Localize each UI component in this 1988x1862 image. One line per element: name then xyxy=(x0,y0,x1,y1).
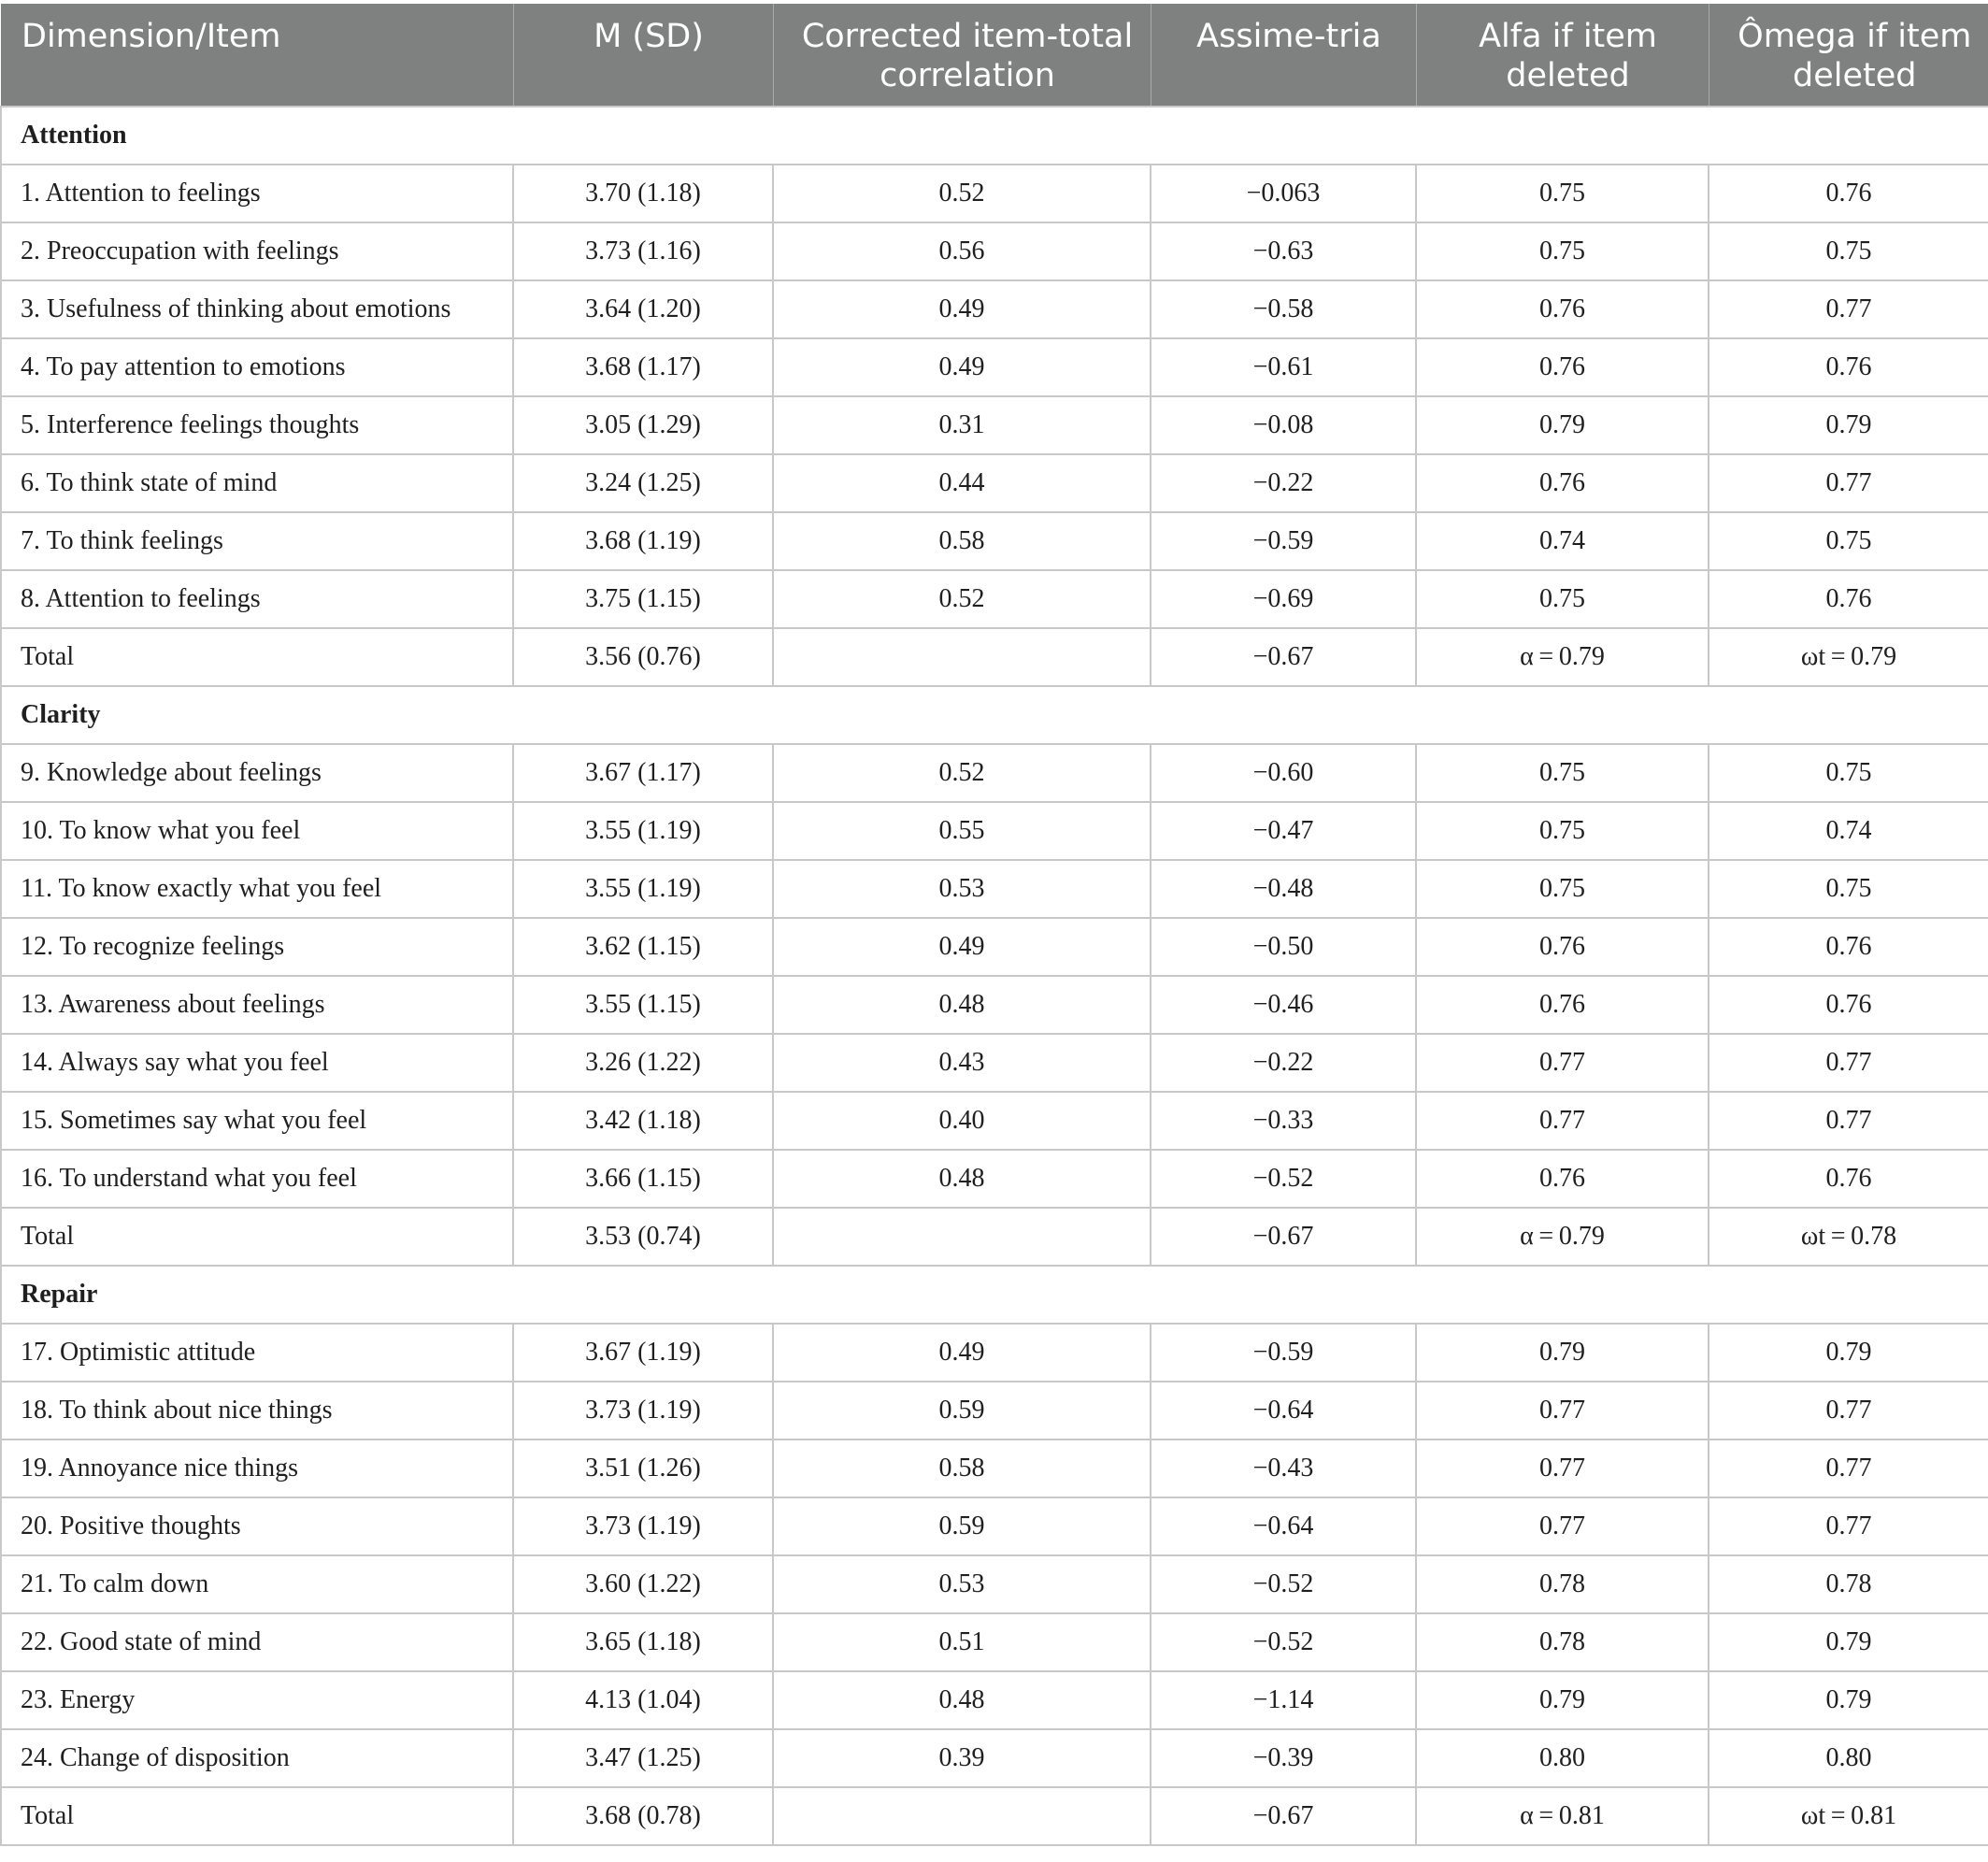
cell-item: 19. Annoyance nice things xyxy=(1,1439,513,1497)
cell-item: 13. Awareness about feelings xyxy=(1,976,513,1034)
cell-item: 12. To recognize feelings xyxy=(1,918,513,976)
cell-mean-sd: 3.67 (1.17) xyxy=(513,744,773,802)
cell-asymmetry: −0.08 xyxy=(1151,396,1416,454)
cell-omega: 0.76 xyxy=(1709,1150,1988,1208)
cell-item: 23. Energy xyxy=(1,1671,513,1729)
table-row xyxy=(1,280,1988,338)
cell-omega: 0.77 xyxy=(1709,280,1988,338)
cell-omega: 0.75 xyxy=(1709,512,1988,570)
cell-asymmetry: −0.60 xyxy=(1151,744,1416,802)
cell-asymmetry: −0.52 xyxy=(1151,1613,1416,1671)
cell-item: Total xyxy=(1,1787,513,1845)
cell-mean-sd: 3.60 (1.22) xyxy=(513,1555,773,1613)
cell-asymmetry: −0.64 xyxy=(1151,1382,1416,1439)
cell-alpha: α = 0.81 xyxy=(1416,1787,1709,1845)
cell-alpha: 0.75 xyxy=(1416,860,1709,918)
cell-correlation: 0.52 xyxy=(773,570,1151,628)
cell-correlation: 0.44 xyxy=(773,454,1151,512)
cell-correlation: 0.59 xyxy=(773,1497,1151,1555)
header-dimension-item: Dimension/Item xyxy=(1,4,513,107)
table-row xyxy=(1,165,1988,222)
cell-asymmetry: −0.47 xyxy=(1151,802,1416,860)
cell-omega: ωt = 0.78 xyxy=(1709,1208,1988,1266)
header-corrected-item-total-correlation: Corrected item-total correlation xyxy=(773,4,1151,107)
cell-alpha: 0.80 xyxy=(1416,1729,1709,1787)
cell-alpha: 0.79 xyxy=(1416,1324,1709,1382)
cell-omega: 0.79 xyxy=(1709,1324,1988,1382)
cell-item: 4. To pay attention to emotions xyxy=(1,338,513,396)
cell-item: 8. Attention to feelings xyxy=(1,570,513,628)
cell-item: 3. Usefulness of thinking about emotions xyxy=(1,280,513,338)
cell-alpha: 0.77 xyxy=(1416,1092,1709,1150)
cell-omega: 0.75 xyxy=(1709,860,1988,918)
cell-omega: 0.75 xyxy=(1709,222,1988,280)
cell-asymmetry: −0.67 xyxy=(1151,1787,1416,1845)
cell-mean-sd: 3.68 (0.78) xyxy=(513,1787,773,1845)
cell-asymmetry: −0.39 xyxy=(1151,1729,1416,1787)
table-row xyxy=(1,1671,1988,1729)
cell-asymmetry: −0.63 xyxy=(1151,222,1416,280)
cell-mean-sd: 3.42 (1.18) xyxy=(513,1092,773,1150)
cell-alpha: 0.75 xyxy=(1416,744,1709,802)
cell-correlation: 0.58 xyxy=(773,512,1151,570)
cell-alpha: 0.76 xyxy=(1416,976,1709,1034)
cell-item: 6. To think state of mind xyxy=(1,454,513,512)
cell-correlation: 0.51 xyxy=(773,1613,1151,1671)
cell-alpha: 0.79 xyxy=(1416,396,1709,454)
cell-alpha: 0.76 xyxy=(1416,454,1709,512)
cell-alpha: 0.76 xyxy=(1416,918,1709,976)
cell-asymmetry: −0.69 xyxy=(1151,570,1416,628)
cell-mean-sd: 3.51 (1.26) xyxy=(513,1439,773,1497)
table-row xyxy=(1,860,1988,918)
cell-item: 22. Good state of mind xyxy=(1,1613,513,1671)
cell-item: Total xyxy=(1,628,513,686)
header-omega-if-deleted: Ômega if item deleted xyxy=(1709,4,1988,107)
cell-asymmetry: −0.50 xyxy=(1151,918,1416,976)
cell-alpha: 0.77 xyxy=(1416,1497,1709,1555)
cell-correlation: 0.40 xyxy=(773,1092,1151,1150)
cell-alpha: 0.75 xyxy=(1416,802,1709,860)
cell-asymmetry: −0.22 xyxy=(1151,454,1416,512)
cell-mean-sd: 3.73 (1.16) xyxy=(513,222,773,280)
cell-omega: 0.77 xyxy=(1709,1034,1988,1092)
cell-item: 2. Preoccupation with feelings xyxy=(1,222,513,280)
table-row xyxy=(1,744,1988,802)
cell-asymmetry: −0.67 xyxy=(1151,1208,1416,1266)
table-row xyxy=(1,802,1988,860)
total-row xyxy=(1,1787,1988,1845)
cell-alpha: 0.74 xyxy=(1416,512,1709,570)
header-asymmetry: Assime-tria xyxy=(1151,4,1416,107)
cell-correlation: 0.53 xyxy=(773,860,1151,918)
cell-correlation: 0.52 xyxy=(773,165,1151,222)
cell-mean-sd: 3.47 (1.25) xyxy=(513,1729,773,1787)
table-row xyxy=(1,570,1988,628)
section-title: Repair xyxy=(1,1266,1988,1324)
section-row xyxy=(1,686,1988,744)
table-row xyxy=(1,918,1988,976)
table-row xyxy=(1,338,1988,396)
cell-alpha: 0.76 xyxy=(1416,1150,1709,1208)
cell-mean-sd: 3.55 (1.19) xyxy=(513,802,773,860)
cell-correlation: 0.48 xyxy=(773,976,1151,1034)
cell-correlation: 0.48 xyxy=(773,1671,1151,1729)
cell-correlation xyxy=(773,1787,1151,1845)
cell-item: 9. Knowledge about feelings xyxy=(1,744,513,802)
section-row xyxy=(1,107,1988,165)
section-title: Attention xyxy=(1,107,1988,165)
cell-alpha: 0.79 xyxy=(1416,1671,1709,1729)
cell-correlation: 0.56 xyxy=(773,222,1151,280)
cell-correlation: 0.53 xyxy=(773,1555,1151,1613)
cell-correlation: 0.58 xyxy=(773,1439,1151,1497)
cell-item: 16. To understand what you feel xyxy=(1,1150,513,1208)
cell-item: Total xyxy=(1,1208,513,1266)
cell-omega: 0.79 xyxy=(1709,1671,1988,1729)
section-row xyxy=(1,1266,1988,1324)
cell-mean-sd: 3.26 (1.22) xyxy=(513,1034,773,1092)
cell-correlation: 0.59 xyxy=(773,1382,1151,1439)
cell-asymmetry: −1.14 xyxy=(1151,1671,1416,1729)
cell-mean-sd: 4.13 (1.04) xyxy=(513,1671,773,1729)
cell-item: 5. Interference feelings thoughts xyxy=(1,396,513,454)
table-body xyxy=(1,107,1988,1845)
cell-mean-sd: 3.55 (1.15) xyxy=(513,976,773,1034)
table-row xyxy=(1,512,1988,570)
table-row xyxy=(1,1092,1988,1150)
cell-item: 11. To know exactly what you feel xyxy=(1,860,513,918)
cell-alpha: α = 0.79 xyxy=(1416,628,1709,686)
cell-item: 14. Always say what you feel xyxy=(1,1034,513,1092)
cell-omega: 0.77 xyxy=(1709,1092,1988,1150)
cell-alpha: 0.75 xyxy=(1416,165,1709,222)
cell-asymmetry: −0.52 xyxy=(1151,1555,1416,1613)
cell-alpha: 0.78 xyxy=(1416,1555,1709,1613)
cell-correlation xyxy=(773,1208,1151,1266)
cell-item: 20. Positive thoughts xyxy=(1,1497,513,1555)
cell-correlation: 0.52 xyxy=(773,744,1151,802)
cell-omega: 0.76 xyxy=(1709,338,1988,396)
cell-item: 15. Sometimes say what you feel xyxy=(1,1092,513,1150)
cell-mean-sd: 3.75 (1.15) xyxy=(513,570,773,628)
cell-omega: 0.77 xyxy=(1709,454,1988,512)
cell-correlation: 0.43 xyxy=(773,1034,1151,1092)
cell-item: 10. To know what you feel xyxy=(1,802,513,860)
cell-item: 17. Optimistic attitude xyxy=(1,1324,513,1382)
cell-alpha: 0.75 xyxy=(1416,570,1709,628)
cell-item: 7. To think feelings xyxy=(1,512,513,570)
cell-omega: 0.76 xyxy=(1709,570,1988,628)
cell-asymmetry: −0.64 xyxy=(1151,1497,1416,1555)
cell-omega: 0.80 xyxy=(1709,1729,1988,1787)
cell-omega: 0.76 xyxy=(1709,976,1988,1034)
cell-mean-sd: 3.64 (1.20) xyxy=(513,280,773,338)
cell-mean-sd: 3.65 (1.18) xyxy=(513,1613,773,1671)
cell-asymmetry: −0.58 xyxy=(1151,280,1416,338)
cell-omega: 0.79 xyxy=(1709,396,1988,454)
cell-asymmetry: −0.33 xyxy=(1151,1092,1416,1150)
cell-alpha: 0.76 xyxy=(1416,280,1709,338)
cell-asymmetry: −0.46 xyxy=(1151,976,1416,1034)
table-row xyxy=(1,454,1988,512)
cell-omega: 0.77 xyxy=(1709,1382,1988,1439)
cell-omega: ωt = 0.81 xyxy=(1709,1787,1988,1845)
cell-mean-sd: 3.73 (1.19) xyxy=(513,1497,773,1555)
table-row xyxy=(1,1439,1988,1497)
cell-correlation: 0.48 xyxy=(773,1150,1151,1208)
cell-mean-sd: 3.66 (1.15) xyxy=(513,1150,773,1208)
cell-correlation: 0.31 xyxy=(773,396,1151,454)
table-row xyxy=(1,976,1988,1034)
cell-correlation: 0.49 xyxy=(773,1324,1151,1382)
cell-asymmetry: −0.61 xyxy=(1151,338,1416,396)
cell-mean-sd: 3.62 (1.15) xyxy=(513,918,773,976)
cell-mean-sd: 3.53 (0.74) xyxy=(513,1208,773,1266)
cell-omega: 0.78 xyxy=(1709,1555,1988,1613)
cell-alpha: α = 0.79 xyxy=(1416,1208,1709,1266)
table-row xyxy=(1,1382,1988,1439)
cell-omega: 0.77 xyxy=(1709,1439,1988,1497)
cell-asymmetry: −0.52 xyxy=(1151,1150,1416,1208)
cell-omega: ωt = 0.79 xyxy=(1709,628,1988,686)
cell-asymmetry: −0.22 xyxy=(1151,1034,1416,1092)
table-row xyxy=(1,1555,1988,1613)
section-title: Clarity xyxy=(1,686,1988,744)
cell-asymmetry: −0.59 xyxy=(1151,512,1416,570)
cell-omega: 0.76 xyxy=(1709,918,1988,976)
cell-asymmetry: −0.48 xyxy=(1151,860,1416,918)
table-row xyxy=(1,1497,1988,1555)
cell-correlation: 0.39 xyxy=(773,1729,1151,1787)
cell-item: 24. Change of disposition xyxy=(1,1729,513,1787)
cell-asymmetry: −0.063 xyxy=(1151,165,1416,222)
cell-mean-sd: 3.67 (1.19) xyxy=(513,1324,773,1382)
cell-correlation: 0.49 xyxy=(773,918,1151,976)
cell-mean-sd: 3.68 (1.19) xyxy=(513,512,773,570)
reliability-table xyxy=(0,4,1988,1846)
cell-alpha: 0.76 xyxy=(1416,338,1709,396)
cell-correlation: 0.55 xyxy=(773,802,1151,860)
cell-alpha: 0.77 xyxy=(1416,1382,1709,1439)
cell-correlation xyxy=(773,628,1151,686)
cell-omega: 0.74 xyxy=(1709,802,1988,860)
cell-alpha: 0.77 xyxy=(1416,1439,1709,1497)
cell-omega: 0.75 xyxy=(1709,744,1988,802)
header-mean-sd: M (SD) xyxy=(513,4,773,107)
cell-mean-sd: 3.56 (0.76) xyxy=(513,628,773,686)
cell-asymmetry: −0.59 xyxy=(1151,1324,1416,1382)
cell-mean-sd: 3.68 (1.17) xyxy=(513,338,773,396)
header-alpha-if-deleted: Alfa if item deleted xyxy=(1416,4,1709,107)
cell-alpha: 0.78 xyxy=(1416,1613,1709,1671)
cell-correlation: 0.49 xyxy=(773,338,1151,396)
cell-correlation: 0.49 xyxy=(773,280,1151,338)
total-row xyxy=(1,628,1988,686)
cell-omega: 0.77 xyxy=(1709,1497,1988,1555)
cell-mean-sd: 3.24 (1.25) xyxy=(513,454,773,512)
table-row xyxy=(1,1729,1988,1787)
header-row xyxy=(1,4,1988,107)
cell-item: 1. Attention to feelings xyxy=(1,165,513,222)
total-row xyxy=(1,1208,1988,1266)
cell-mean-sd: 3.05 (1.29) xyxy=(513,396,773,454)
cell-mean-sd: 3.73 (1.19) xyxy=(513,1382,773,1439)
cell-omega: 0.76 xyxy=(1709,165,1988,222)
cell-asymmetry: −0.67 xyxy=(1151,628,1416,686)
table-header xyxy=(1,4,1988,107)
table-row xyxy=(1,222,1988,280)
table-row xyxy=(1,1324,1988,1382)
table-row xyxy=(1,1150,1988,1208)
table-row xyxy=(1,1034,1988,1092)
cell-alpha: 0.77 xyxy=(1416,1034,1709,1092)
table-row xyxy=(1,1613,1988,1671)
cell-mean-sd: 3.55 (1.19) xyxy=(513,860,773,918)
cell-alpha: 0.75 xyxy=(1416,222,1709,280)
cell-item: 18. To think about nice things xyxy=(1,1382,513,1439)
cell-omega: 0.79 xyxy=(1709,1613,1988,1671)
cell-asymmetry: −0.43 xyxy=(1151,1439,1416,1497)
cell-item: 21. To calm down xyxy=(1,1555,513,1613)
cell-mean-sd: 3.70 (1.18) xyxy=(513,165,773,222)
table-row xyxy=(1,396,1988,454)
